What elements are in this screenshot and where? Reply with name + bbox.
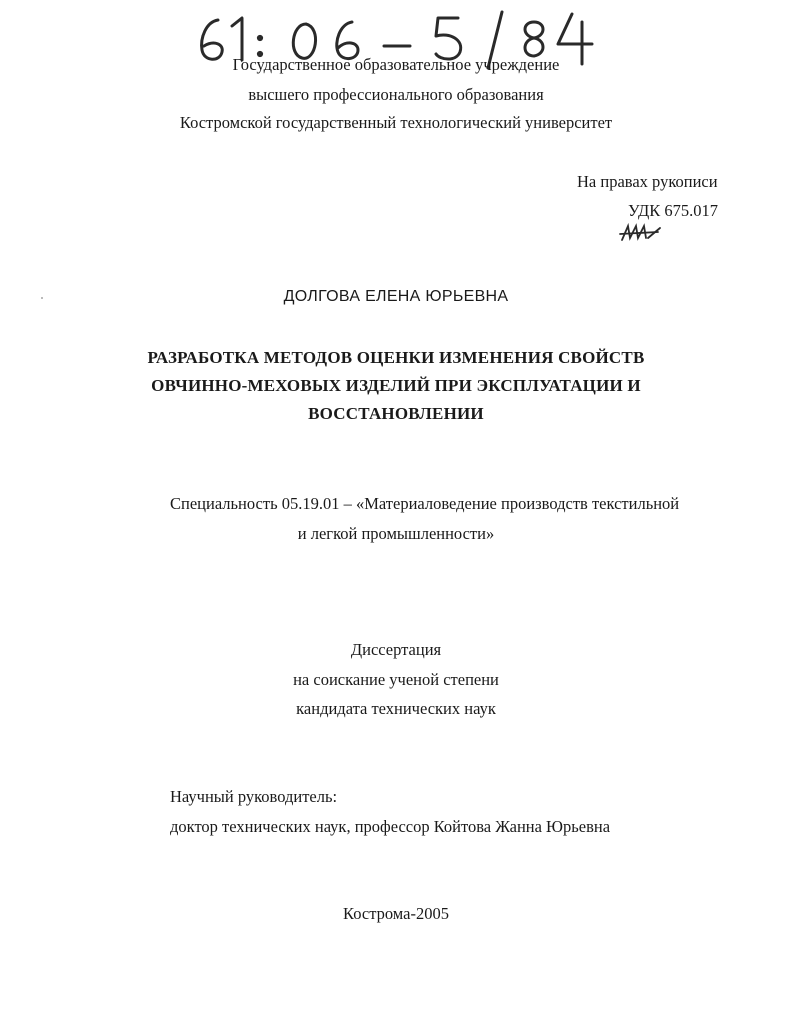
supervisor-name: доктор технических наук, профессор Койтова Жанна Юрьевна xyxy=(170,817,611,836)
place-and-year: Кострома-2005 xyxy=(343,904,449,923)
institution-line-3: Костромской государственный технологический университет xyxy=(179,113,613,132)
document-type: Диссертация xyxy=(350,640,442,659)
thesis-title-line-3: ВОССТАНОВЛЕНИИ xyxy=(308,404,484,423)
udk-code: УДК 675.017 xyxy=(628,201,719,220)
degree-purpose: на соискание ученой степени xyxy=(293,670,499,689)
specialty-line-1: Специальность 05.19.01 – «Материаловедение производств текстильной xyxy=(170,494,680,513)
supervisor-label: Научный руководитель: xyxy=(170,787,338,806)
specialty-line-2: и легкой промышленности» xyxy=(297,524,495,543)
signature-mark xyxy=(618,222,664,244)
institution-line-1: Государственное образовательное учреждение xyxy=(232,55,560,74)
manuscript-rights-note: На правах рукописи xyxy=(577,172,718,191)
degree-name: кандидата технических наук xyxy=(296,699,496,718)
author-name: ДОЛГОВА ЕЛЕНА ЮРЬЕВНА xyxy=(283,288,509,305)
institution-line-2: высшего профессионального образования xyxy=(248,85,544,104)
thesis-title-line-2: ОВЧИННО-МЕХОВЫХ ИЗДЕЛИЙ ПРИ ЭКСПЛУАТАЦИИ И xyxy=(151,376,641,395)
thesis-title-line-1: РАЗРАБОТКА МЕТОДОВ ОЦЕНКИ ИЗМЕНЕНИЯ СВОЙСТВ xyxy=(147,348,645,367)
